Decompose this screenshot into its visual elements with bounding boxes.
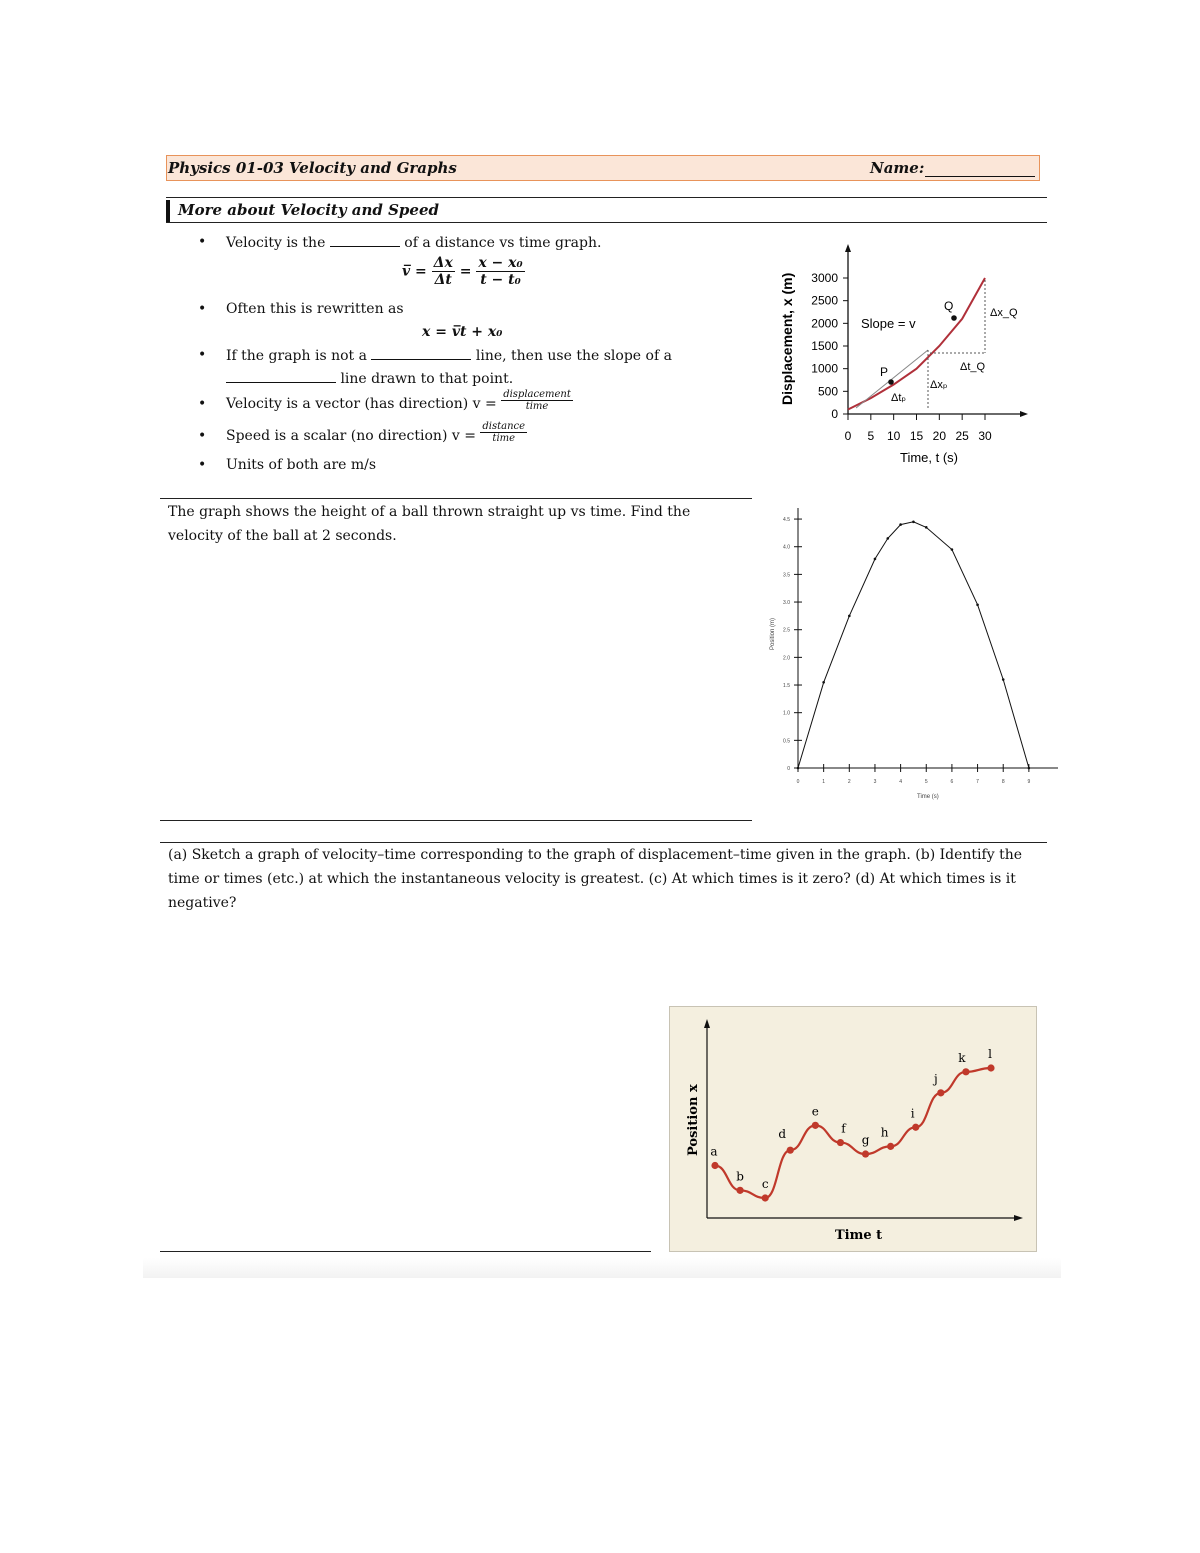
fig1-point-p [888, 379, 894, 385]
fig3-label-f: f [841, 1121, 846, 1136]
section-marker [166, 200, 170, 222]
fig1-x-tick-label: 20 [932, 429, 947, 443]
fig1-x-tick-label: 5 [867, 429, 875, 443]
fig2-point [951, 548, 954, 551]
fig1-y-tick-label: 2500 [811, 293, 838, 308]
fig1-y-tick-label: 3000 [811, 271, 838, 285]
fig2-point [976, 604, 979, 607]
fig1-y-arrow [845, 244, 851, 252]
bullet-dot: • [198, 428, 207, 444]
fig2-y-tick-label: 3.5 [783, 572, 790, 579]
fig1-x-tick-label: 15 [909, 429, 924, 443]
fig2-x-tick-label: 8 [1001, 779, 1005, 785]
fig3-xlabel: Time t [835, 1228, 883, 1243]
fig1-y-tick-label: 2000 [811, 316, 838, 331]
fig1-y-tick-label: 0 [831, 407, 838, 421]
problem1-text: The graph shows the height of a ball thrown straight up vs time. Find the velocity of the ball at 2 seconds. [168, 504, 691, 544]
fig2-point [899, 523, 902, 526]
fig1-dxp: Δxₚ [930, 379, 948, 391]
fig1-x-arrow [1020, 411, 1028, 417]
fig3-label-a: a [710, 1144, 718, 1159]
fig2-y-tick-label: 4.0 [783, 544, 790, 551]
fig2-ylabel: Position (m) [770, 617, 776, 650]
fig3-label-k: k [958, 1050, 966, 1065]
fig2-point [1028, 767, 1031, 770]
fig3-label-c: c [761, 1177, 769, 1191]
fig2-xlabel: Time (s) [917, 794, 939, 800]
bullet-dot: • [198, 234, 207, 250]
fig3-point-a [711, 1162, 718, 1169]
fig3-point-j [937, 1089, 944, 1096]
fig2-point [925, 526, 928, 529]
equation-average-velocity: v̅ = $\frac{\Delta x}{\Delta t}$ = $\frac{\text{x − x₀}}{\text{t − t₀}}$ [402, 255, 523, 288]
fig3-label-i: i [910, 1106, 915, 1121]
fig2-y-tick-label: 2.0 [783, 655, 790, 662]
fig2-point [822, 681, 825, 684]
section-title: More about Velocity and Speed [178, 201, 439, 219]
fig3-point-b [736, 1187, 743, 1194]
bullet-units: Units of both are m/s [226, 457, 377, 473]
fig3-point-g [862, 1150, 869, 1157]
fig1-y-tick-label: 1000 [811, 361, 838, 376]
fig2-y-tick-label: 4.5 [783, 517, 790, 524]
fig2-point [874, 558, 877, 561]
blank-tangent[interactable] [226, 370, 336, 383]
fig3-ylabel: Position x [686, 1084, 701, 1156]
fig1-label-p: P [880, 365, 889, 379]
fig2-y-tick-label: 1.5 [783, 683, 790, 690]
bullet-rewritten: Often this is rewritten as [226, 301, 404, 317]
fig3-point-f [837, 1139, 844, 1146]
footer-band [143, 1258, 1061, 1278]
fig3-point-k [962, 1068, 969, 1075]
problem2-rule-bottom [160, 1251, 651, 1252]
section-rule-bottom [166, 222, 1047, 223]
bullet-dot: • [198, 301, 207, 317]
fig3-label-e: e [811, 1104, 819, 1119]
fig2-y-tick-label: 3.0 [783, 600, 790, 607]
fig3-point-h [887, 1143, 894, 1150]
fig2-y-tick-label: 1.0 [783, 710, 790, 717]
fig2-x-tick-label: 6 [950, 779, 954, 785]
name-blank[interactable] [925, 176, 1035, 177]
problem1-rule-top [160, 498, 752, 499]
fig2-x-tick-label: 3 [873, 779, 877, 785]
fig3-label-h: h [880, 1125, 889, 1140]
fig2-point [848, 615, 851, 618]
fig2-point [1002, 678, 1005, 681]
bullet-scalar: Speed is a scalar (no direction) v = $\frac{\text{distance}}{\text{time}}$ [226, 420, 526, 444]
fig3-point-l [987, 1064, 994, 1071]
fig2-x-tick-label: 9 [1027, 779, 1031, 785]
fig3-point-c [762, 1194, 769, 1201]
fig3-point-e [812, 1122, 819, 1129]
fig2-x-tick-label: 7 [976, 779, 979, 785]
fig1-curve [848, 278, 985, 410]
fig3-label-l: l [988, 1047, 992, 1061]
fig2-y-tick-label: 0 [787, 766, 790, 772]
fig2-x-tick-label: 1 [822, 779, 826, 785]
bullet-dot: • [198, 457, 207, 473]
fig2-y-tick-label: 0.5 [783, 738, 790, 745]
bullet-not-straight: If the graph is not a line, then use the slope of a [226, 348, 672, 364]
fig1-x-tick-label: 10 [886, 429, 901, 443]
fig2-x-tick-label: 5 [924, 779, 928, 785]
bullet-vector: Velocity is a vector (has direction) v = $\frac{\text{displacement}}{\text{time}}$ [226, 388, 571, 412]
fig2-point [886, 537, 889, 540]
bullet-dot: • [198, 396, 207, 412]
fig1-label-q: Q [944, 299, 954, 313]
fig1-dtq: Δt_Q [960, 361, 986, 373]
fig2-curve [798, 522, 1029, 768]
fig1-point-q [951, 315, 957, 321]
fig3-label-j: j [933, 1071, 938, 1086]
fig3-label-d: d [778, 1127, 787, 1142]
fig3-point-d [787, 1147, 794, 1154]
fig1-x-tick-label: 0 [844, 429, 852, 443]
fig3-background [670, 1007, 1037, 1252]
bullet-dot: • [198, 347, 207, 363]
fig1-ylabel: Displacement, x (m) [779, 272, 795, 405]
bullet-not-straight-cont: line drawn to that point. [226, 370, 513, 387]
fig1-y-tick-label: 500 [817, 384, 838, 399]
fig2-x-tick-label: 4 [899, 779, 902, 785]
fig3-label-g: g [861, 1133, 870, 1148]
fig1-x-tick-label: 25 [955, 429, 969, 443]
ball-height-graph [762, 500, 1062, 810]
problem1-rule-bottom [160, 820, 752, 821]
fig1-x-tick-label: 30 [978, 429, 992, 443]
fig1-y-tick-label: 1500 [811, 339, 838, 353]
position-time-graph [669, 1006, 1038, 1253]
fig1-dtp: Δtₚ [891, 392, 907, 404]
problem2-text: (a) Sketch a graph of velocity–time corresponding to the graph of displacement–time given in the graph. (b) Identify the time or times (etc.) at which the instantaneous velocity is greatest. (c) At which times is it zero? (d) At which times is it negative? [168, 847, 1022, 911]
name-label: Name: [870, 159, 925, 177]
equation-position: x = v̅t + x₀ [422, 324, 503, 340]
fig1-xlabel: Time, t (s) [900, 450, 959, 465]
fig3-label-b: b [736, 1169, 744, 1184]
page-title: Physics 01-03 Velocity and Graphs [168, 159, 457, 177]
fig2-y-tick-label: 2.5 [783, 627, 790, 634]
fig2-x-tick-label: 0 [796, 779, 800, 785]
fig1-dxq: Δx_Q [990, 307, 1018, 319]
fig2-point [912, 521, 915, 524]
displacement-time-graph [770, 240, 1040, 470]
blank-line-type[interactable] [371, 347, 471, 360]
section-rule-top [166, 197, 1047, 198]
fig1-slope-label: Slope = v [861, 316, 916, 331]
blank-slope[interactable] [330, 234, 400, 247]
fig3-point-i [912, 1124, 919, 1131]
fig2-x-tick-label: 2 [847, 779, 851, 785]
fig2-point [797, 767, 800, 770]
bullet-velocity-slope: Velocity is the of a distance vs time graph. [226, 235, 602, 251]
